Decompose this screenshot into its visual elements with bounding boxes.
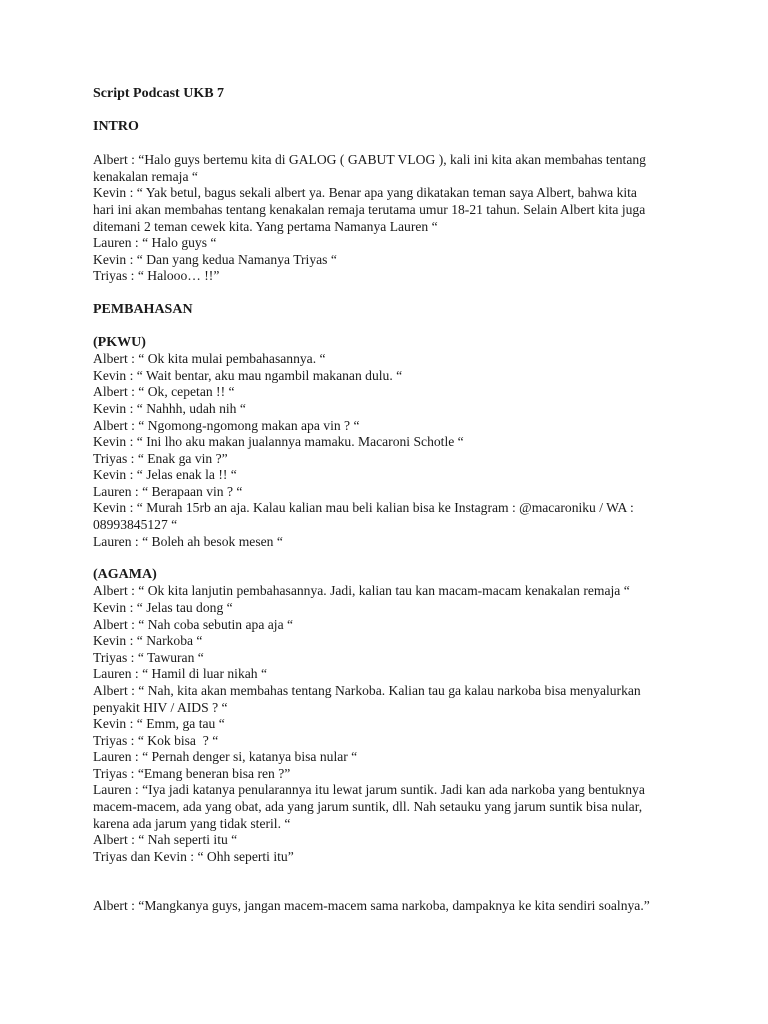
dialogue-line: Albert : “ Nah coba sebutin apa aja “ bbox=[93, 616, 294, 632]
dialogue-line: Kevin : “ Yak betul, bagus sekali albert ya. Benar apa yang dikatakan teman saya Albert, bahwa kita bbox=[93, 185, 637, 201]
pkwu-section bbox=[93, 351, 693, 550]
dialogue-line: hari ini akan membahas tentang kenakalan remaja terutama umur 18-21 tahun. Selain Albert kita juga bbox=[93, 201, 646, 217]
dialogue-line: Triyas : “ Halooo… !!” bbox=[93, 268, 220, 284]
dialogue-line: Lauren : “ Berapaan vin ? “ bbox=[93, 483, 243, 499]
dialogue-line: Triyas : “ Enak ga vin ?” bbox=[93, 450, 228, 466]
dialogue-line: Albert : “ Ngomong-ngomong makan apa vin ? “ bbox=[93, 417, 360, 433]
dialogue-line: Lauren : “Iya jadi katanya penularannya itu lewat jarum suntik. Jadi kan ada narkoba yang bentuknya bbox=[93, 782, 645, 798]
dialogue-line: Kevin : “ Nahhh, udah nih “ bbox=[93, 400, 246, 416]
dialogue-line: macem-macem, ada yang obat, ada yang jarum suntik, dll. Nah setauku yang jarum suntik bisa nular, bbox=[93, 799, 643, 815]
dialogue-line: Kevin : “ Murah 15rb an aja. Kalau kalian mau beli kalian bisa ke Instagram : @macaroniku / WA : bbox=[93, 500, 634, 516]
dialogue-line: Albert : “ Nah, kita akan membahas tentang Narkoba. Kalian tau ga kalau narkoba bisa menyalurkan bbox=[93, 682, 641, 698]
dialogue-line: Kevin : “ Dan yang kedua Namanya Triyas “ bbox=[93, 251, 337, 267]
dialogue-line: Lauren : “ Halo guys “ bbox=[93, 235, 217, 251]
dialogue-line: ditemani 2 teman cewek kita. Yang pertama Namanya Lauren “ bbox=[93, 218, 438, 234]
dialogue-line: Lauren : “ Boleh ah besok mesen “ bbox=[93, 533, 283, 549]
dialogue-line: Triyas dan Kevin : “ Ohh seperti itu” bbox=[93, 848, 294, 864]
intro-section bbox=[93, 152, 693, 285]
spacer bbox=[93, 285, 693, 302]
spacer bbox=[93, 865, 693, 898]
dialogue-line: karena ada jarum yang tidak steril. “ bbox=[93, 815, 291, 831]
dialogue-line: penyakit HIV / AIDS ? “ bbox=[93, 699, 228, 715]
dialogue-line: Albert : “ Ok, cepetan !! “ bbox=[93, 384, 235, 400]
dialogue-line: Triyas : “Emang beneran bisa ren ?” bbox=[93, 765, 291, 781]
intro-heading: INTRO bbox=[93, 119, 139, 135]
dialogue-line: Kevin : “ Emm, ga tau “ bbox=[93, 716, 225, 732]
dialogue-line: Albert : “Mangkanya guys, jangan macem-macem sama narkoba, dampaknya ke kita sendiri soalnya.” bbox=[93, 898, 650, 914]
dialogue-line: Kevin : “ Ini lho aku makan jualannya mamaku. Macaroni Schotle “ bbox=[93, 434, 464, 450]
dialogue-line: Triyas : “ Kok bisa ? “ bbox=[93, 732, 219, 748]
agama-heading: (AGAMA) bbox=[93, 566, 157, 582]
dialogue-line: Lauren : “ Pernah denger si, katanya bisa nular “ bbox=[93, 749, 358, 765]
spacer bbox=[93, 136, 693, 153]
document-title: Script Podcast UKB 7 bbox=[93, 86, 225, 101]
dialogue-line: Albert : “ Nah seperti itu “ bbox=[93, 832, 238, 848]
dialogue-line: Kevin : “ Jelas tau dong “ bbox=[93, 599, 233, 615]
dialogue-line: Albert : “Halo guys bertemu kita di GALOG ( GABUT VLOG ), kali ini kita akan membahas tentang bbox=[93, 152, 646, 168]
spacer bbox=[93, 103, 693, 120]
closing-section bbox=[93, 898, 693, 915]
dialogue-line: Kevin : “ Wait bentar, aku mau ngambil makanan dulu. “ bbox=[93, 367, 403, 383]
spacer bbox=[93, 550, 693, 567]
dialogue-line: Albert : “ Ok kita lanjutin pembahasannya. Jadi, kalian tau kan macam-macam kenakalan remaja “ bbox=[93, 583, 630, 599]
spacer bbox=[93, 318, 693, 335]
pembahasan-heading: PEMBAHASAN bbox=[93, 301, 193, 317]
dialogue-line: 08993845127 “ bbox=[93, 517, 178, 533]
dialogue-line: Albert : “ Ok kita mulai pembahasannya. “ bbox=[93, 351, 326, 367]
dialogue-line: Kevin : “ Narkoba “ bbox=[93, 633, 203, 649]
dialogue-line: Kevin : “ Jelas enak la !! “ bbox=[93, 467, 237, 483]
pkwu-heading: (PKWU) bbox=[93, 334, 146, 350]
dialogue-line: Lauren : “ Hamil di luar nikah “ bbox=[93, 666, 268, 682]
dialogue-line: kenakalan remaja “ bbox=[93, 168, 198, 184]
script-content bbox=[93, 86, 693, 915]
dialogue-line: Triyas : “ Tawuran “ bbox=[93, 649, 204, 665]
agama-section bbox=[93, 583, 693, 865]
